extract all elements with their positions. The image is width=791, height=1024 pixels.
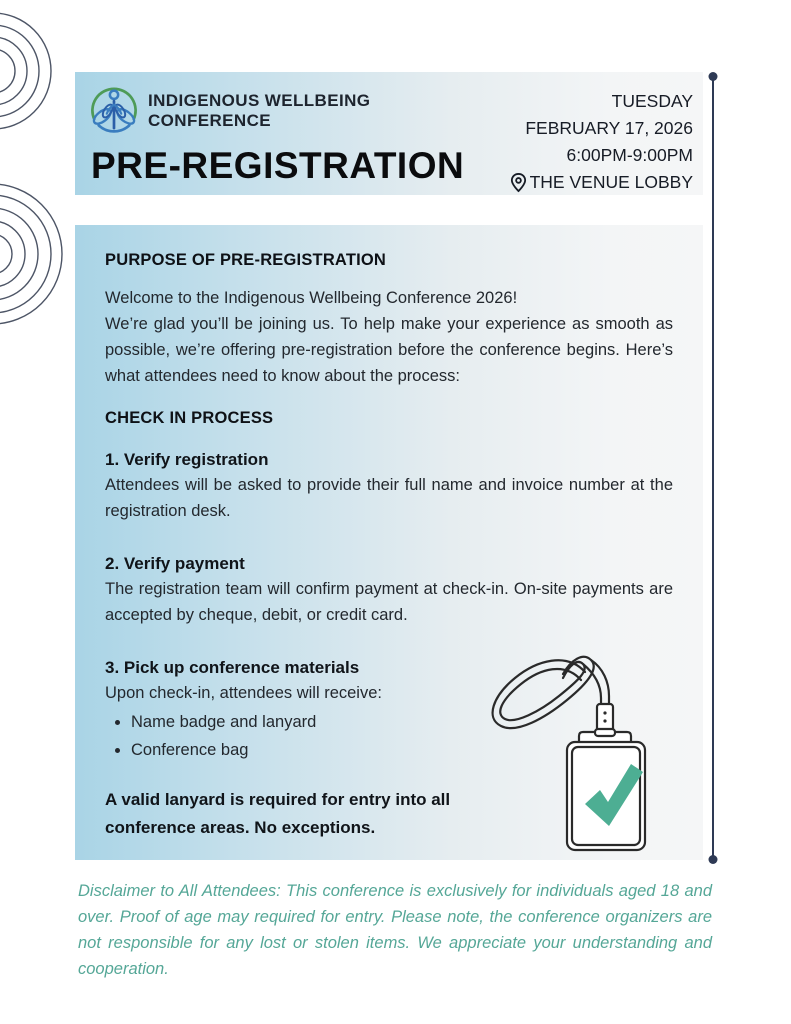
page-title: PRE-REGISTRATION [91,145,465,186]
step-1-title: 1. Verify registration [105,450,269,469]
event-date: FEBRUARY 17, 2026 [525,118,693,138]
line-end-dot [709,72,718,81]
purpose-heading: PURPOSE OF PRE-REGISTRATION [105,251,387,269]
concentric-circles-decoration-middle [0,0,70,340]
material-item: • Conference bag [131,736,673,764]
brand-lockup [87,83,370,139]
material-item: • Name badge and lanyard [131,708,673,736]
line-end-dot [709,855,718,864]
wellbeing-logo-icon [87,83,141,139]
location-pin-icon [509,172,528,193]
step-2-body: The registration team will confirm payment at check-in. On-site payments are accepted by cheque, debit, or credit card. [105,580,673,624]
content-card [75,225,703,860]
event-details [509,88,693,196]
brand-name [148,91,370,131]
step-1 [105,450,673,524]
brand-name-line1: INDIGENOUS WELLBEING [148,90,371,110]
disclaimer-text: Disclaimer to All Attendees: This conference is exclusively for individuals aged 18 and over. Proof of age may required for entry. Please note, the conference organizers are not responsible for any lost or stolen items. We appreciate your understanding and cooperation. [78,882,712,978]
checkin-heading: CHECK IN PROCESS [105,409,274,427]
intro-paragraph: We’re glad you’ll be joining us. To help make your experience as smooth as possible, we’re offering pre-registration before the conference begins. Here’s what attendees need to know about the process: [105,315,673,385]
lanyard-badge-illustration [467,644,679,852]
lanyard-required-note: A valid lanyard is required for entry into all conference areas. No exceptions. [105,790,451,837]
step-2-title: 2. Verify payment [105,554,245,573]
step-3-body: Upon check-in, attendees will receive: [105,684,382,702]
step-2 [105,554,673,628]
brand-name-line2: CONFERENCE [148,111,272,130]
step-3-title: 3. Pick up conference materials [105,658,360,677]
event-location: THE VENUE LOBBY [529,172,693,192]
step-3 [105,658,673,842]
vertical-accent-line [712,76,714,860]
header-banner [75,72,703,195]
event-time: 6:00PM-9:00PM [566,145,693,165]
welcome-line: Welcome to the Indigenous Wellbeing Conference 2026! [105,289,518,307]
event-day: TUESDAY [611,91,693,111]
event-location-row [509,169,693,196]
step-1-body: Attendees will be asked to provide their full name and invoice number at the registration desk. [105,476,673,520]
